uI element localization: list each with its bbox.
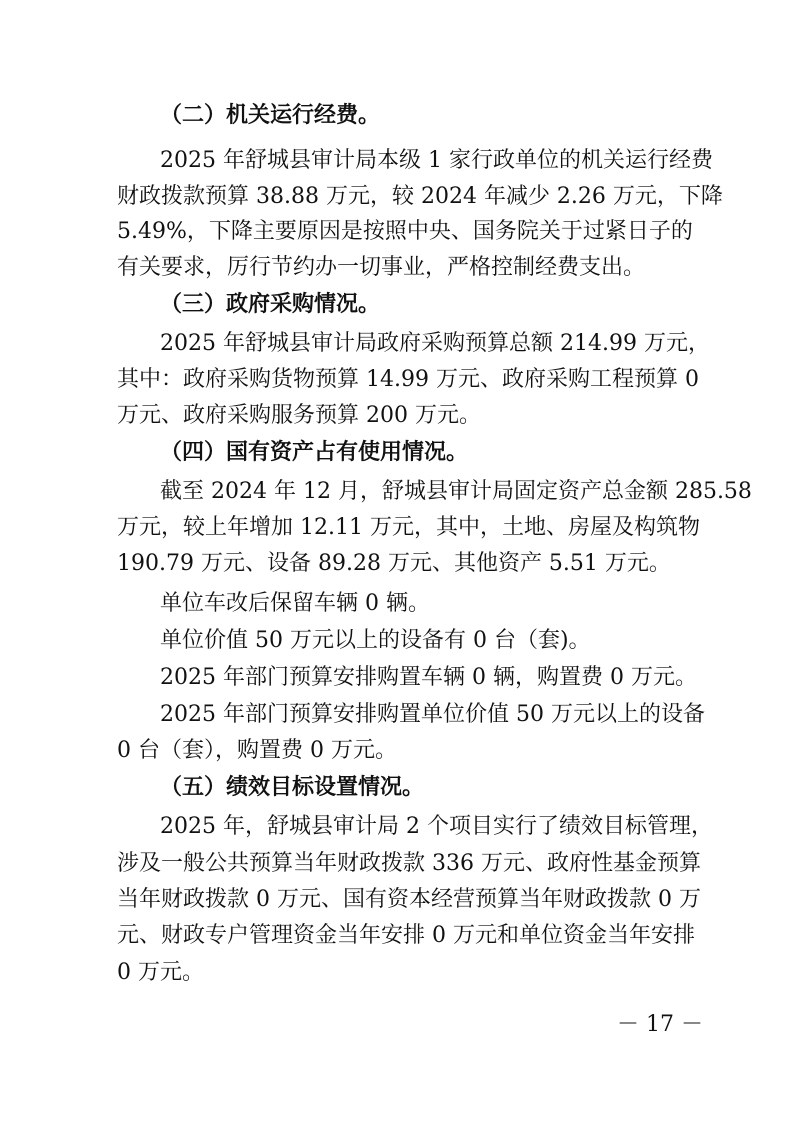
paragraph-line: 190.79 万元、设备 89.28 万元、其他资产 5.51 万元。 bbox=[117, 551, 671, 576]
paragraph-line: 截至 2024 年 12 月，舒城县审计局固定资产总金额 285.58 bbox=[160, 479, 752, 504]
paragraph-line: 当年财政拨款 0 万元、国有资本经营预算当年财政拨款 0 万 bbox=[117, 887, 701, 912]
section-heading-government-procurement: （三）政府采购情况。 bbox=[160, 292, 381, 317]
paragraph-line: 2025 年部门预算安排购置车辆 0 辆，购置费 0 万元。 bbox=[160, 665, 697, 690]
paragraph-line: 单位价值 50 万元以上的设备有 0 台（套)。 bbox=[160, 628, 591, 653]
section-heading-performance-targets: （五）绩效目标设置情况。 bbox=[160, 775, 425, 800]
paragraph-line: 财政拨款预算 38.88 万元，较 2024 年减少 2.26 万元，下降 bbox=[117, 184, 723, 209]
paragraph-line: 0 万元。 bbox=[117, 960, 204, 985]
section-heading-state-assets: （四）国有资产占有使用情况。 bbox=[160, 440, 469, 465]
paragraph-line: 2025 年舒城县审计局政府采购预算总额 214.99 万元， bbox=[160, 331, 710, 356]
paragraph-line: 涉及一般公共预算当年财政拨款 336 万元、政府性基金预算 bbox=[117, 851, 701, 876]
paragraph-line: 其中：政府采购货物预算 14.99 万元、政府采购工程预算 0 bbox=[117, 367, 699, 392]
section-heading-operating-expenses: （二）机关运行经费。 bbox=[160, 103, 381, 128]
paragraph-line: 万元，较上年增加 12.11 万元，其中，土地、房屋及构筑物 bbox=[117, 515, 700, 540]
paragraph-line: 万元、政府采购服务预算 200 万元。 bbox=[117, 403, 481, 428]
paragraph-line: 0 台（套），购置费 0 万元。 bbox=[117, 738, 397, 763]
paragraph-line: 2025 年，舒城县审计局 2 个项目实行了绩效目标管理， bbox=[160, 814, 713, 839]
paragraph-line: 单位车改后保留车辆 0 辆。 bbox=[160, 591, 430, 616]
paragraph-line: 元、财政专户管理资金当年安排 0 万元和单位资金当年安排 bbox=[117, 923, 695, 948]
paragraph-line: 2025 年舒城县审计局本级 1 家行政单位的机关运行经费 bbox=[160, 148, 713, 173]
page-number: － 17 － bbox=[617, 1012, 703, 1037]
paragraph-line: 5.49%，下降主要原因是按照中央、国务院关于过紧日子的 bbox=[117, 219, 693, 244]
paragraph-line: 有关要求，厉行节约办一切事业，严格控制经费支出。 bbox=[117, 255, 646, 280]
paragraph-line: 2025 年部门预算安排购置单位价值 50 万元以上的设备 bbox=[160, 702, 705, 727]
